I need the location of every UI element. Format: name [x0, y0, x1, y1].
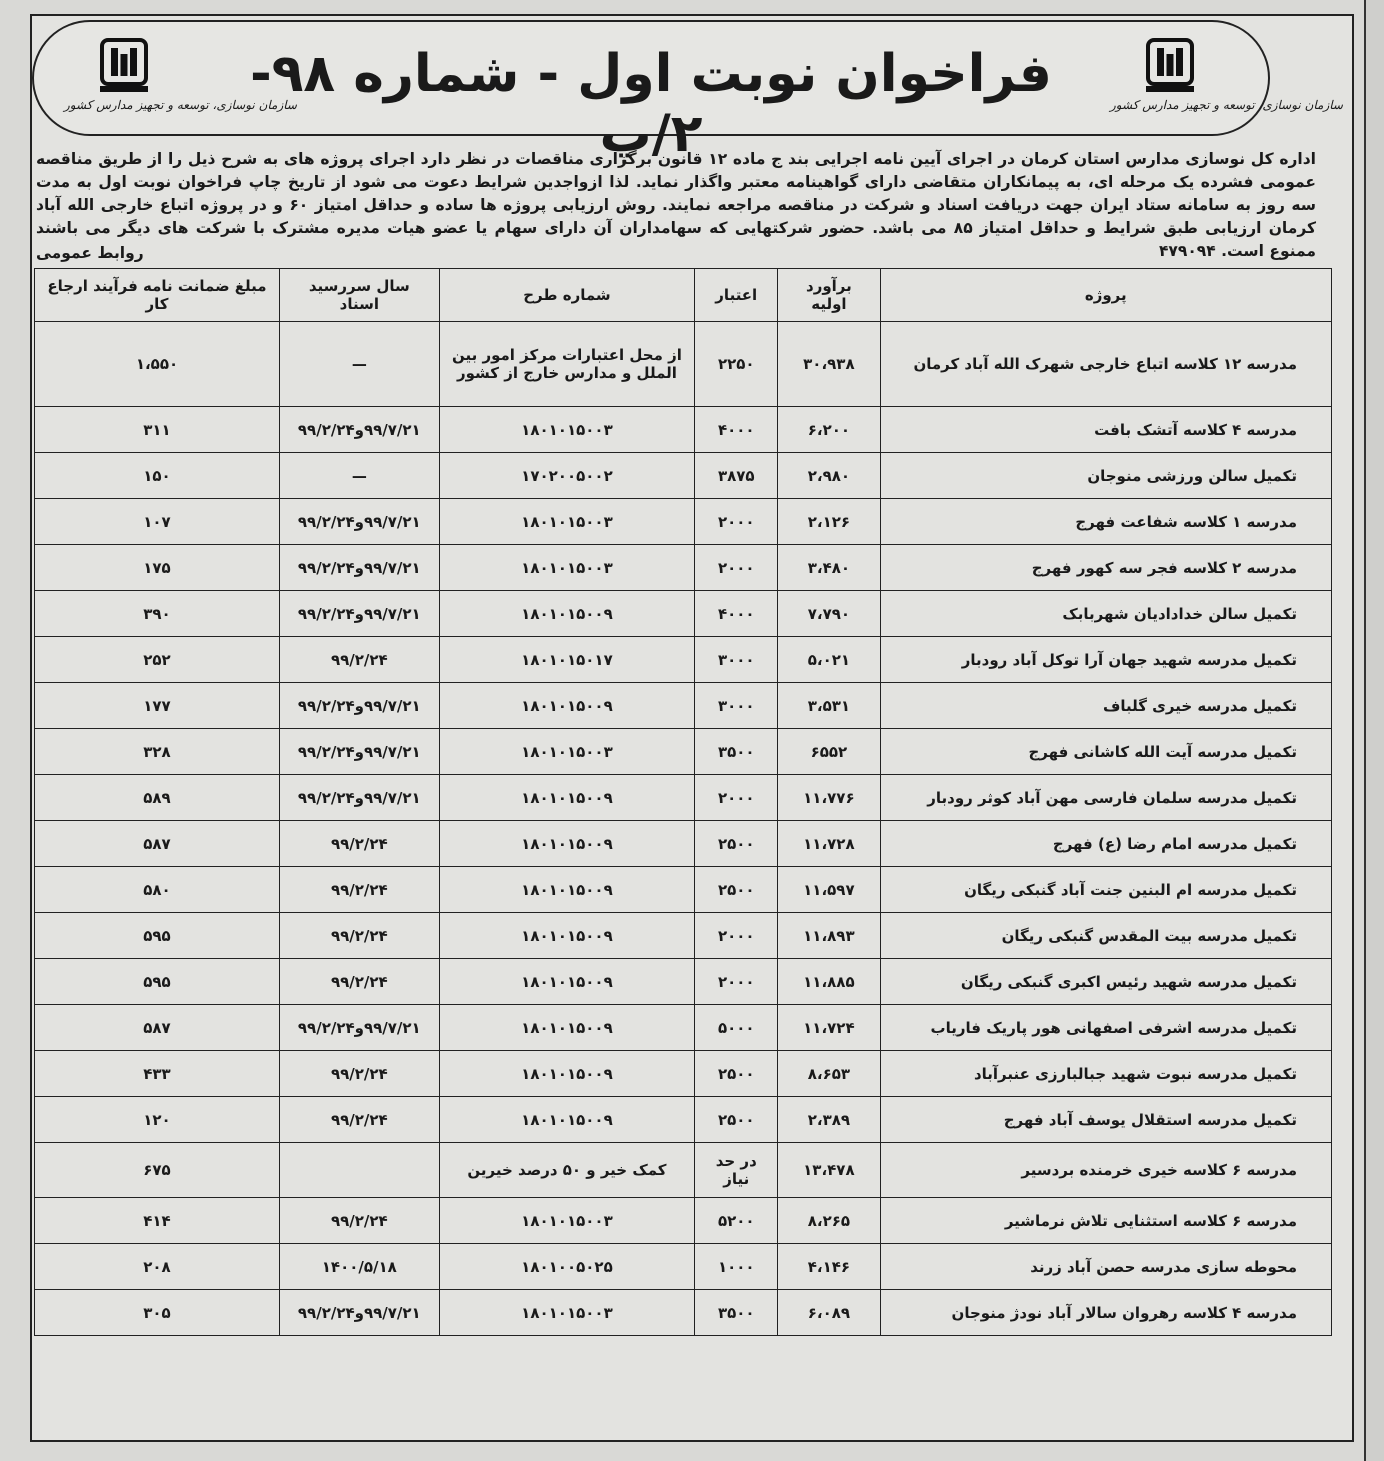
cell-estimate: ۳،۴۸۰	[778, 545, 880, 591]
cell-project: مدرسه ۶ کلاسه خیری خرمنده بردسیر	[880, 1143, 1332, 1198]
cell-plan-number: ۱۸۰۱۰۱۵۰۰۳	[439, 729, 695, 775]
cell-due-year: ۹۹/۷/۲۱و۹۹/۲/۲۴	[279, 407, 439, 453]
table-row	[35, 959, 1332, 1005]
emblem-icon	[98, 36, 150, 96]
cell-plan-number: ۱۸۰۱۰۱۵۰۰۹	[439, 1051, 695, 1097]
cell-credit: در حد نیاز	[695, 1143, 778, 1198]
table-row	[35, 545, 1332, 591]
emblem-icon	[1144, 36, 1196, 96]
header-estimate: برآورد اولیه	[778, 269, 880, 322]
header-guarantee-amount: مبلغ ضمانت نامه فرآیند ارجاع کار	[35, 269, 280, 322]
adjacent-column-edge	[1364, 0, 1384, 1461]
cell-credit: ۴۰۰۰	[695, 407, 778, 453]
cell-plan-number: ۱۸۰۱۰۱۵۰۰۹	[439, 683, 695, 729]
cell-due-year: ۹۹/۲/۲۴	[279, 821, 439, 867]
cell-credit: ۲۵۰۰	[695, 1097, 778, 1143]
table-row	[35, 1097, 1332, 1143]
cell-project: مدرسه ۱ کلاسه شفاعت فهرج	[880, 499, 1332, 545]
cell-guarantee-amount: ۵۹۵	[35, 913, 280, 959]
cell-estimate: ۶،۲۰۰	[778, 407, 880, 453]
cell-project: تکمیل سالن ورزشی منوجان	[880, 453, 1332, 499]
cell-project: محوطه سازی مدرسه حصن آباد زرند	[880, 1244, 1332, 1290]
header-credit: اعتبار	[695, 269, 778, 322]
cell-guarantee-amount: ۳۹۰	[35, 591, 280, 637]
projects-table	[34, 268, 1332, 1336]
cell-estimate: ۱۱،۷۲۸	[778, 821, 880, 867]
cell-plan-number: ۱۸۰۱۰۱۵۰۰۳	[439, 499, 695, 545]
cell-plan-number: کمک خیر و ۵۰ درصد خیرین	[439, 1143, 695, 1198]
cell-credit: ۲۰۰۰	[695, 545, 778, 591]
cell-guarantee-amount: ۱۲۰	[35, 1097, 280, 1143]
cell-credit: ۱۰۰۰	[695, 1244, 778, 1290]
cell-estimate: ۱۱،۷۲۴	[778, 1005, 880, 1051]
table-row	[35, 867, 1332, 913]
cell-plan-number: ۱۸۰۱۰۱۵۰۰۹	[439, 591, 695, 637]
cell-guarantee-amount: ۲۵۲	[35, 637, 280, 683]
cell-due-year: ۹۹/۷/۲۱و۹۹/۲/۲۴	[279, 591, 439, 637]
cell-project: تکمیل مدرسه امام رضا (ع) فهرج	[880, 821, 1332, 867]
cell-plan-number: ۱۸۰۱۰۱۵۰۰۹	[439, 959, 695, 1005]
table-row	[35, 1290, 1332, 1336]
cell-guarantee-amount: ۴۱۴	[35, 1198, 280, 1244]
cell-due-year: ۱۴۰۰/۵/۱۸	[279, 1244, 439, 1290]
cell-project: تکمیل مدرسه استقلال یوسف آباد فهرج	[880, 1097, 1332, 1143]
table-row	[35, 729, 1332, 775]
cell-guarantee-amount: ۲۰۸	[35, 1244, 280, 1290]
cell-plan-number: ۱۸۰۱۰۱۵۰۰۳	[439, 407, 695, 453]
cell-plan-number: از محل اعتبارات مرکز امور بین الملل و مدارس خارج از کشور	[439, 322, 695, 407]
header-plan-number: شماره طرح	[439, 269, 695, 322]
cell-plan-number: ۱۸۰۱۰۱۵۰۱۷	[439, 637, 695, 683]
cell-guarantee-amount: ۱۷۷	[35, 683, 280, 729]
cell-project: تکمیل مدرسه سلمان فارسی مهن آباد کوثر رودبار	[880, 775, 1332, 821]
cell-due-year	[279, 1143, 439, 1198]
cell-project: تکمیل مدرسه نبوت شهید جبالبارزی عنبرآباد	[880, 1051, 1332, 1097]
cell-estimate: ۳۰،۹۳۸	[778, 322, 880, 407]
cell-due-year: —	[279, 322, 439, 407]
cell-plan-number: ۱۸۰۱۰۱۵۰۰۳	[439, 1198, 695, 1244]
cell-plan-number: ۱۸۰۱۰۱۵۰۰۹	[439, 913, 695, 959]
table-row	[35, 1143, 1332, 1198]
table-row	[35, 775, 1332, 821]
header-project: پروژه	[880, 269, 1332, 322]
cell-estimate: ۱۳،۴۷۸	[778, 1143, 880, 1198]
cell-due-year: ۹۹/۲/۲۴	[279, 913, 439, 959]
org-name-left: سازمان نوسازی، توسعه و تجهیز مدارس کشور	[64, 98, 297, 112]
cell-credit: ۳۵۰۰	[695, 729, 778, 775]
cell-guarantee-amount: ۱۷۵	[35, 545, 280, 591]
title-banner	[32, 20, 1343, 164]
cell-due-year: ۹۹/۷/۲۱و۹۹/۲/۲۴	[279, 729, 439, 775]
cell-plan-number: ۱۷۰۲۰۰۵۰۰۲	[439, 453, 695, 499]
cell-project: مدرسه ۶ کلاسه استثنایی تلاش نرماشیر	[880, 1198, 1332, 1244]
table-row	[35, 637, 1332, 683]
table-row	[35, 499, 1332, 545]
cell-estimate: ۲،۱۲۶	[778, 499, 880, 545]
cell-due-year: ۹۹/۷/۲۱و۹۹/۲/۲۴	[279, 545, 439, 591]
cell-credit: ۲۰۰۰	[695, 499, 778, 545]
cell-project: تکمیل مدرسه اشرفی اصفهانی هور پاریک فاریاب	[880, 1005, 1332, 1051]
header-due-year: سال سررسید اسناد	[279, 269, 439, 322]
cell-estimate: ۱۱،۸۸۵	[778, 959, 880, 1005]
cell-plan-number: ۱۸۰۱۰۱۵۰۰۳	[439, 1290, 695, 1336]
cell-estimate: ۸،۶۵۳	[778, 1051, 880, 1097]
cell-project: تکمیل مدرسه شهید جهان آرا توکل آباد رودبار	[880, 637, 1332, 683]
table-row	[35, 453, 1332, 499]
cell-project: تکمیل مدرسه خیری گلباف	[880, 683, 1332, 729]
table-row	[35, 1051, 1332, 1097]
cell-guarantee-amount: ۱،۵۵۰	[35, 322, 280, 407]
cell-credit: ۲۵۰۰	[695, 1051, 778, 1097]
cell-guarantee-amount: ۵۸۹	[35, 775, 280, 821]
cell-project: تکمیل مدرسه بیت المقدس گنبکی ریگان	[880, 913, 1332, 959]
cell-due-year: ۹۹/۷/۲۱و۹۹/۲/۲۴	[279, 1005, 439, 1051]
cell-credit: ۲۰۰۰	[695, 913, 778, 959]
cell-due-year: ۹۹/۷/۲۱و۹۹/۲/۲۴	[279, 775, 439, 821]
cell-guarantee-amount: ۴۳۳	[35, 1051, 280, 1097]
cell-guarantee-amount: ۵۸۰	[35, 867, 280, 913]
cell-credit: ۵۰۰۰	[695, 1005, 778, 1051]
cell-estimate: ۲،۳۸۹	[778, 1097, 880, 1143]
cell-estimate: ۱۱،۸۹۳	[778, 913, 880, 959]
cell-project: مدرسه ۲ کلاسه فجر سه کهور فهرج	[880, 545, 1332, 591]
cell-credit: ۳۰۰۰	[695, 637, 778, 683]
cell-estimate: ۱۱،۷۷۶	[778, 775, 880, 821]
table-row	[35, 1244, 1332, 1290]
table-row	[35, 1198, 1332, 1244]
page-title: فراخوان نوبت اول - شماره ۹۸- ۲/پ	[250, 44, 1052, 164]
cell-credit: ۴۰۰۰	[695, 591, 778, 637]
cell-estimate: ۳،۵۳۱	[778, 683, 880, 729]
cell-credit: ۲۵۰۰	[695, 821, 778, 867]
cell-credit: ۲۵۰۰	[695, 867, 778, 913]
cell-credit: ۳۰۰۰	[695, 683, 778, 729]
cell-plan-number: ۱۸۰۱۰۱۵۰۰۹	[439, 1097, 695, 1143]
cell-estimate: ۲،۹۸۰	[778, 453, 880, 499]
table-header-row	[35, 269, 1332, 322]
cell-due-year: ۹۹/۲/۲۴	[279, 959, 439, 1005]
cell-due-year: ۹۹/۷/۲۱و۹۹/۲/۲۴	[279, 1290, 439, 1336]
cell-due-year: ۹۹/۷/۲۱و۹۹/۲/۲۴	[279, 683, 439, 729]
cell-due-year: ۹۹/۲/۲۴	[279, 867, 439, 913]
cell-guarantee-amount: ۵۸۷	[35, 1005, 280, 1051]
cell-project: تکمیل مدرسه آیت الله کاشانی فهرج	[880, 729, 1332, 775]
table-row	[35, 591, 1332, 637]
cell-plan-number: ۱۸۰۱۰۱۵۰۰۹	[439, 775, 695, 821]
cell-estimate: ۸،۲۶۵	[778, 1198, 880, 1244]
org-name-right: سازمان نوسازی، توسعه و تجهیز مدارس کشور	[1110, 98, 1343, 112]
cell-credit: ۲۰۰۰	[695, 775, 778, 821]
cell-project: تکمیل سالن خدادادیان شهربابک	[880, 591, 1332, 637]
cell-project: مدرسه ۴ کلاسه رهروان سالار آباد نودژ منوجان	[880, 1290, 1332, 1336]
cell-plan-number: ۱۸۰۱۰۱۵۰۰۹	[439, 867, 695, 913]
cell-project: تکمیل مدرسه ام البنین جنت آباد گنبکی ریگان	[880, 867, 1332, 913]
cell-due-year: ۹۹/۲/۲۴	[279, 637, 439, 683]
cell-project: مدرسه ۴ کلاسه آتشک بافت	[880, 407, 1332, 453]
table-row	[35, 407, 1332, 453]
public-relations-signature: روابط عمومی	[36, 244, 144, 262]
intro-paragraph	[36, 148, 1316, 263]
cell-guarantee-amount: ۵۹۵	[35, 959, 280, 1005]
cell-guarantee-amount: ۶۷۵	[35, 1143, 280, 1198]
cell-guarantee-amount: ۱۰۷	[35, 499, 280, 545]
cell-due-year: ۹۹/۷/۲۱و۹۹/۲/۲۴	[279, 499, 439, 545]
table-row	[35, 913, 1332, 959]
cell-plan-number: ۱۸۰۱۰۱۵۰۰۹	[439, 1005, 695, 1051]
cell-due-year: —	[279, 453, 439, 499]
cell-guarantee-amount: ۳۰۵	[35, 1290, 280, 1336]
cell-estimate: ۱۱،۵۹۷	[778, 867, 880, 913]
org-logo-left	[64, 36, 297, 130]
cell-credit: ۲۲۵۰	[695, 322, 778, 407]
cell-credit: ۳۵۰۰	[695, 1290, 778, 1336]
cell-guarantee-amount: ۳۲۸	[35, 729, 280, 775]
cell-plan-number: ۱۸۰۱۰۱۵۰۰۳	[439, 545, 695, 591]
org-logo-right	[1110, 36, 1343, 130]
table-row	[35, 1005, 1332, 1051]
cell-project: تکمیل مدرسه شهید رئیس اکبری گنبکی ریگان	[880, 959, 1332, 1005]
table-row	[35, 683, 1332, 729]
table-row	[35, 821, 1332, 867]
cell-project: مدرسه ۱۲ کلاسه اتباع خارجی شهرک الله آباد کرمان	[880, 322, 1332, 407]
cell-due-year: ۹۹/۲/۲۴	[279, 1198, 439, 1244]
cell-estimate: ۴،۱۴۶	[778, 1244, 880, 1290]
cell-credit: ۵۲۰۰	[695, 1198, 778, 1244]
cell-guarantee-amount: ۳۱۱	[35, 407, 280, 453]
cell-estimate: ۶،۰۸۹	[778, 1290, 880, 1336]
table-row	[35, 322, 1332, 407]
cell-estimate: ۵،۰۲۱	[778, 637, 880, 683]
cell-due-year: ۹۹/۲/۲۴	[279, 1097, 439, 1143]
cell-estimate: ۶۵۵۲	[778, 729, 880, 775]
intro-text: اداره کل نوسازی مدارس استان کرمان در اجرای آیین نامه اجرایی بند ج ماده ۱۲ قانون برگزاری مناقصات در نظر دارد اجرای پروژه های به شرح ذیل را از طریق مناقصه عمومی فشرده یک مرحله ای، به پیمانکاران متقاضی دارای گواهینامه معتبر واگذار نماید. لذا ازواجدین شرایط دعوت می شود از تاریخ چاپ فراخوان نوبت اول به مدت سه روز به سامانه ستاد ایران جهت دریافت اسناد و شرکت در مناقصه مراجعه نمایند. روش ارزیابی پروژه ها ساده و حداقل امتیاز ۶۰ و در پروژه اتباع خارجی الله آباد کرمان ارزیابی طبق شرایط و حداقل امتیاز ۸۵ می باشد. حضور شرکتهایی که سهامداران آن دارای سهام یا عضو هیات مدیره مشترک با شرکت های دیگر می باشند ممنوع است. ۴۷۹۰۹۴	[36, 150, 1316, 260]
cell-guarantee-amount: ۵۸۷	[35, 821, 280, 867]
cell-guarantee-amount: ۱۵۰	[35, 453, 280, 499]
cell-due-year: ۹۹/۲/۲۴	[279, 1051, 439, 1097]
cell-credit: ۲۰۰۰	[695, 959, 778, 1005]
cell-plan-number: ۱۸۰۱۰۱۵۰۰۹	[439, 821, 695, 867]
cell-credit: ۳۸۷۵	[695, 453, 778, 499]
cell-estimate: ۷،۷۹۰	[778, 591, 880, 637]
cell-plan-number: ۱۸۰۱۰۰۵۰۲۵	[439, 1244, 695, 1290]
